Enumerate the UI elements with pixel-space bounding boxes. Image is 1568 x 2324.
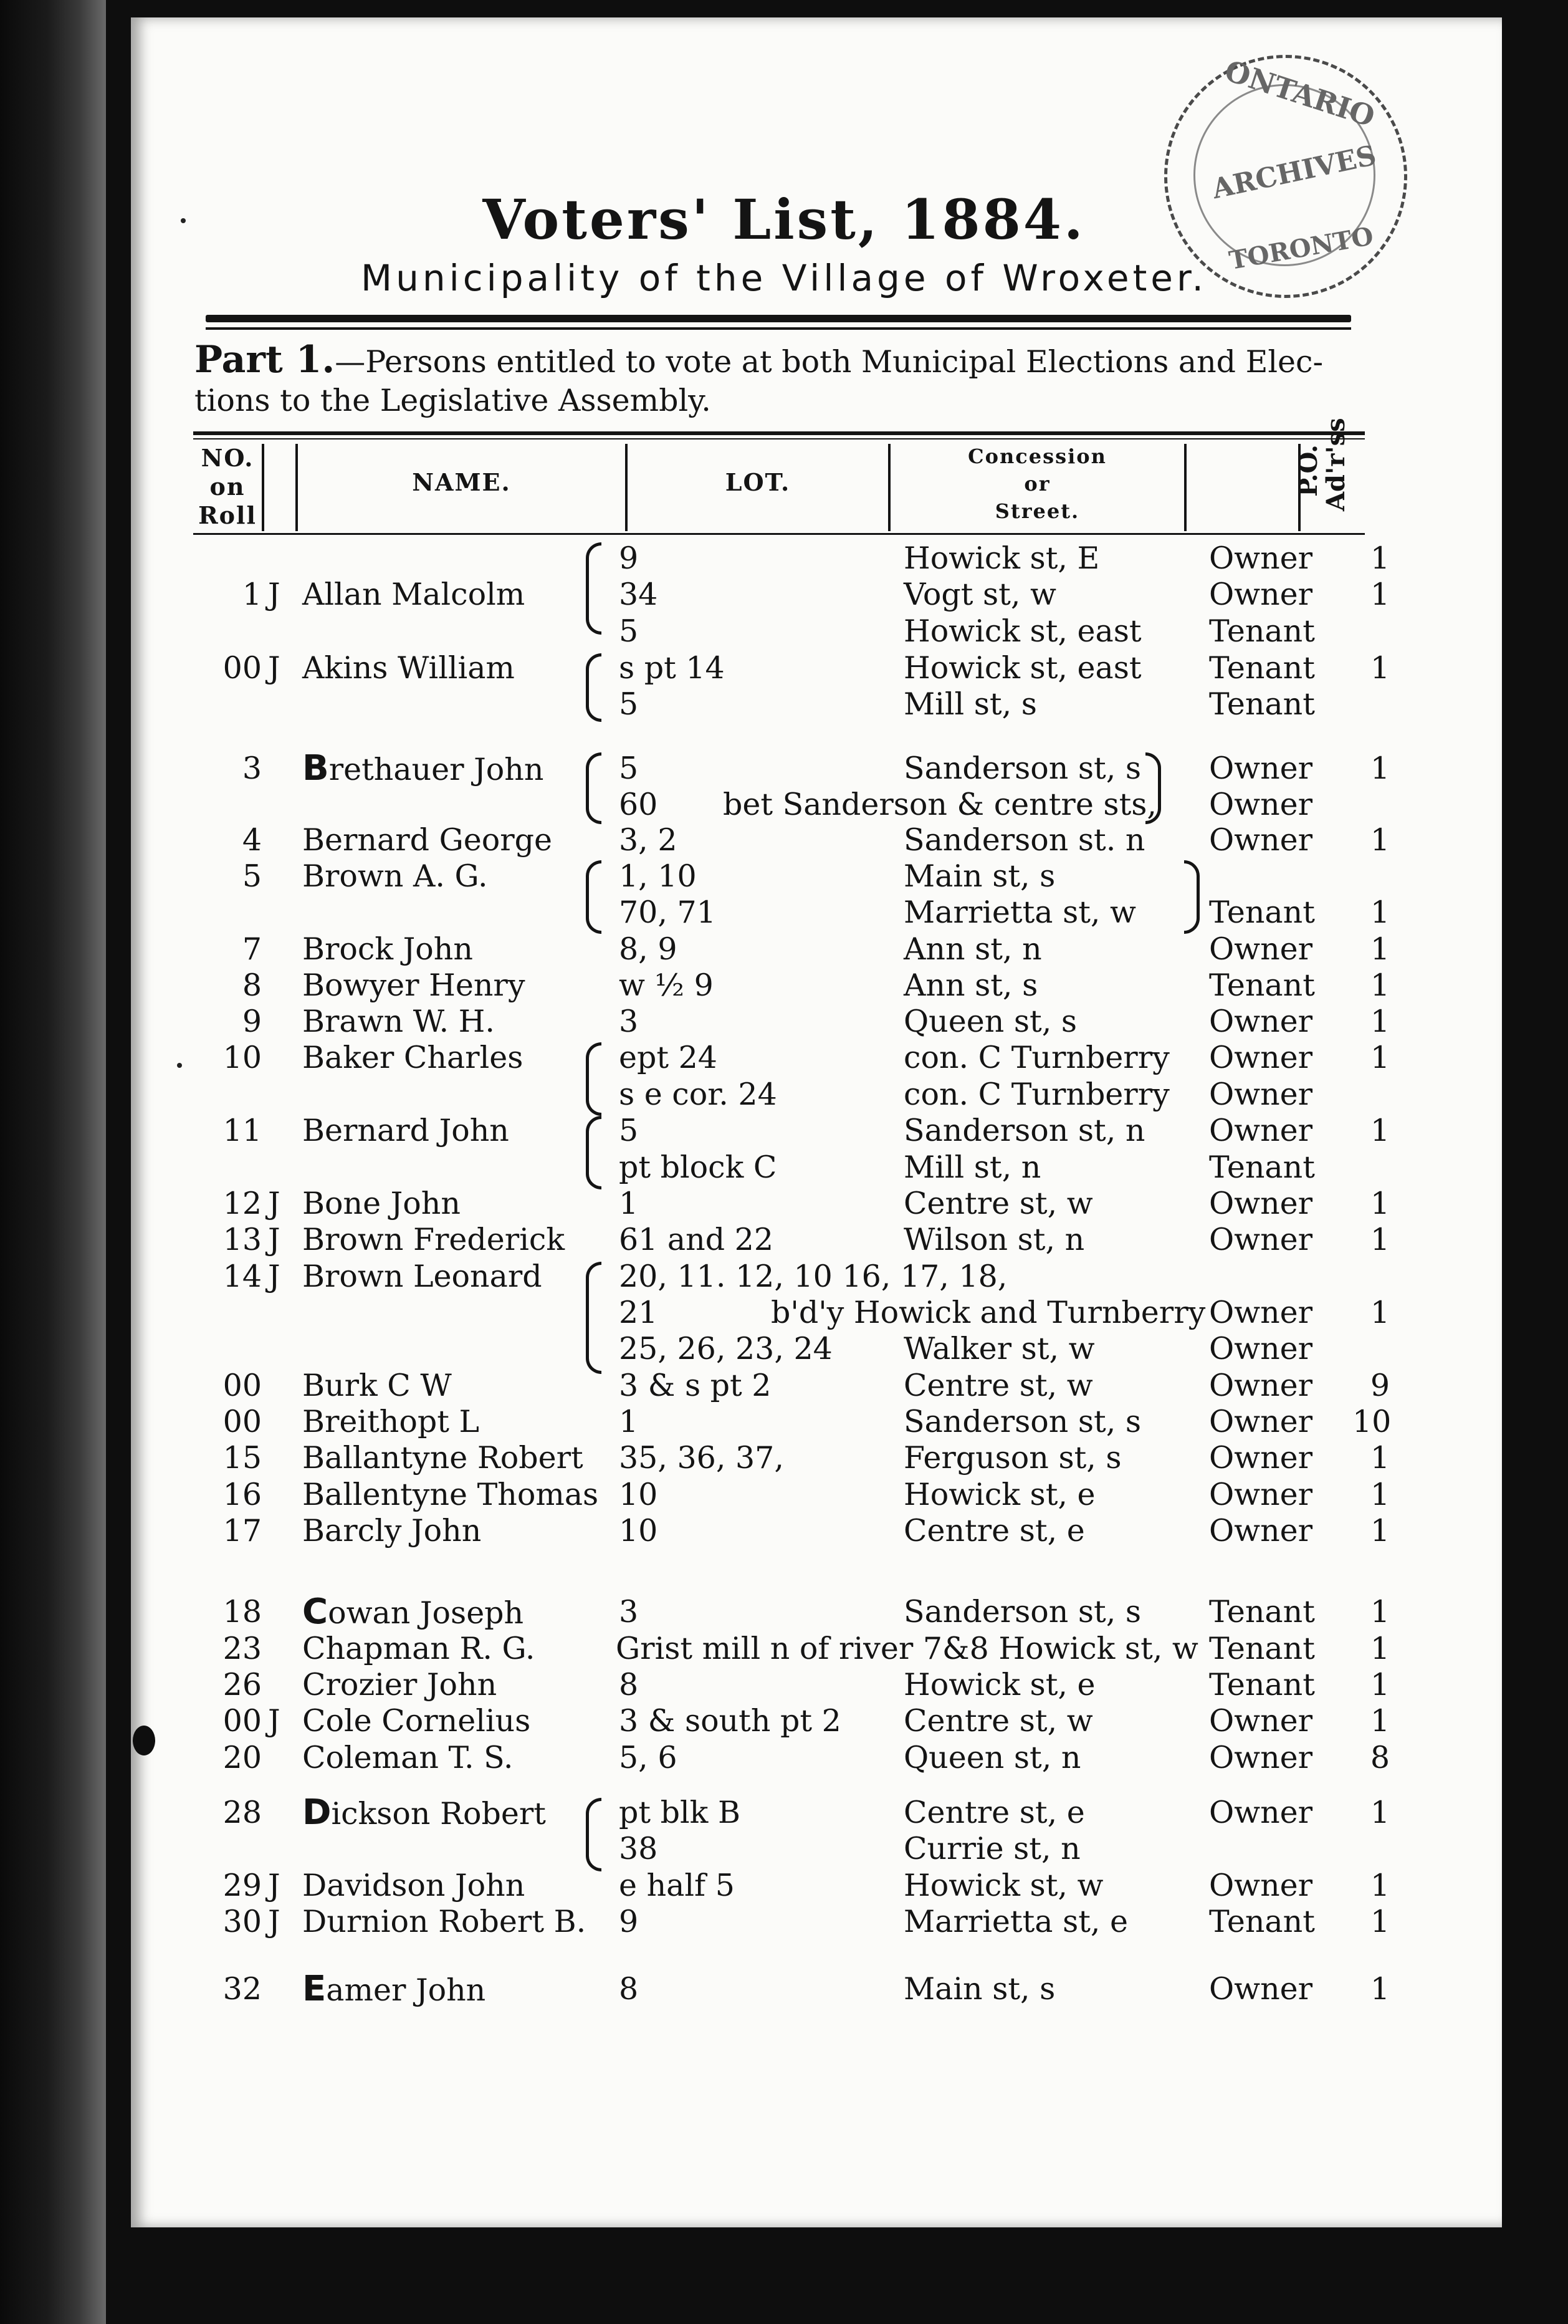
po-address: 1 bbox=[1370, 1477, 1390, 1512]
concession-street: b'd'y Howick and Turnberry bbox=[771, 1295, 1206, 1330]
roll-number: 1 bbox=[242, 577, 262, 612]
po-address: 9 bbox=[1370, 1368, 1390, 1403]
lot-description: 3 & s pt 2 bbox=[619, 1368, 772, 1403]
roll-number: 30 bbox=[222, 1904, 262, 1939]
header-name: NAME. bbox=[412, 468, 511, 496]
lot-description: 3 bbox=[619, 1594, 639, 1630]
lot-description: 5 bbox=[619, 613, 639, 649]
tenure: Owner bbox=[1209, 1368, 1313, 1403]
tenure: Owner bbox=[1209, 540, 1313, 576]
concession-street: Marrietta st, e bbox=[904, 1904, 1129, 1939]
concession-street: Centre st, e bbox=[904, 1795, 1085, 1830]
lot-description: s e cor. 24 bbox=[619, 1077, 777, 1112]
bracket-brown-leonard bbox=[586, 1262, 601, 1374]
lot-description: 5 bbox=[619, 1113, 639, 1148]
tenure: Owner bbox=[1209, 1004, 1313, 1039]
concession-street: Ferguson st, s bbox=[904, 1440, 1122, 1476]
lot-description: 9 bbox=[619, 1904, 639, 1939]
concession-street: Howick st, E bbox=[904, 540, 1100, 576]
tenure: Owner bbox=[1209, 1331, 1313, 1366]
document-subtitle: Municipality of the Village of Wroxeter. bbox=[361, 257, 1207, 299]
header-roll-line3: Roll bbox=[198, 501, 257, 529]
roll-number: 00 bbox=[222, 650, 262, 686]
juror-mark: J bbox=[268, 1868, 280, 1903]
part-label: Part 1. bbox=[194, 338, 335, 382]
roll-number: 4 bbox=[242, 822, 262, 858]
juror-mark: J bbox=[268, 1904, 280, 1939]
concession-street: con. C Turnberry bbox=[904, 1077, 1170, 1112]
name-rest: ickson Robert bbox=[331, 1796, 546, 1832]
tenure: Owner bbox=[1209, 1222, 1313, 1257]
bracket-brethauer bbox=[586, 752, 601, 824]
roll-number: 29 bbox=[222, 1868, 262, 1903]
po-address: 8 bbox=[1370, 1740, 1390, 1775]
voter-name: Akins William bbox=[302, 650, 515, 686]
voter-name: Brown A. G. bbox=[302, 858, 488, 894]
lot-description: s pt 14 bbox=[619, 650, 725, 686]
concession-street: Ann st, s bbox=[904, 968, 1038, 1003]
table-header-rule bbox=[193, 533, 1365, 535]
po-address: 1 bbox=[1370, 1222, 1390, 1257]
tenure: Tenant bbox=[1209, 895, 1315, 930]
lot-description: 8, 9 bbox=[619, 931, 677, 967]
po-address: 1 bbox=[1370, 1113, 1390, 1148]
voter-name: Coleman T. S. bbox=[302, 1740, 514, 1775]
concession-street: Howick st, east bbox=[904, 650, 1142, 686]
name-initial: C bbox=[302, 1592, 328, 1632]
roll-number: 7 bbox=[242, 931, 262, 967]
concession-street: Queen st, s bbox=[904, 1004, 1077, 1039]
header-roll bbox=[193, 444, 262, 530]
concession-street: con. C Turnberry bbox=[904, 1040, 1170, 1075]
lot-description: w ½ 9 bbox=[619, 968, 714, 1003]
concession-street: Centre st, e bbox=[904, 1513, 1085, 1549]
lot-description: pt block C bbox=[619, 1150, 777, 1185]
tenure: Owner bbox=[1209, 1740, 1313, 1775]
lot-description: 10 bbox=[619, 1477, 658, 1512]
concession-street: Sanderson st. n bbox=[904, 822, 1145, 858]
roll-number: 28 bbox=[222, 1795, 262, 1830]
tenure: Owner bbox=[1209, 822, 1313, 858]
roll-number: 00 bbox=[222, 1703, 262, 1739]
header-concession-line2: or bbox=[1024, 472, 1051, 496]
concession-street: Main st, s bbox=[904, 858, 1056, 894]
stamp-bottom-text: TORONTO bbox=[1226, 221, 1376, 276]
punch-hole bbox=[133, 1726, 155, 1755]
tenure: Owner bbox=[1209, 1440, 1313, 1476]
lot-description: 25, 26, 23, 24 bbox=[619, 1331, 833, 1366]
po-address: 1 bbox=[1370, 1868, 1390, 1903]
concession-street: Ann st, n bbox=[904, 931, 1042, 967]
stamp-middle-text: ARCHIVES bbox=[1209, 139, 1379, 206]
voter-name: Ballentyne Thomas bbox=[302, 1477, 599, 1512]
po-address: 1 bbox=[1370, 1631, 1390, 1666]
voter-name: Bernard George bbox=[302, 822, 552, 858]
roll-number: 00 bbox=[222, 1404, 262, 1439]
lot-description: 3, 2 bbox=[619, 822, 677, 858]
lot-description: 1 bbox=[619, 1186, 639, 1221]
lot-description: 35, 36, 37, bbox=[619, 1440, 784, 1476]
title-rule-thin bbox=[206, 327, 1351, 330]
voter-name: Ballantyne Robert bbox=[302, 1440, 583, 1476]
column-separator bbox=[262, 444, 264, 531]
voter-name: Bernard John bbox=[302, 1113, 509, 1148]
roll-number: 3 bbox=[242, 751, 262, 786]
name-initial: E bbox=[302, 1969, 327, 2009]
lot-description: 21 bbox=[619, 1295, 658, 1330]
lot-description: 1, 10 bbox=[619, 858, 697, 894]
roll-number: 14 bbox=[222, 1259, 262, 1294]
voter-name: Brown Frederick bbox=[302, 1222, 565, 1257]
voter-name: Bowyer Henry bbox=[302, 968, 525, 1003]
po-address: 1 bbox=[1370, 895, 1390, 930]
name-initial: D bbox=[302, 1792, 332, 1833]
header-roll-line2: on bbox=[209, 473, 246, 501]
voter-name bbox=[302, 748, 544, 789]
concession-street: bet Sanderson & centre sts, bbox=[723, 787, 1157, 822]
tenure: Owner bbox=[1209, 1404, 1313, 1439]
voter-name: Barcly John bbox=[302, 1513, 482, 1549]
tenure: Owner bbox=[1209, 1703, 1313, 1739]
juror-mark: J bbox=[268, 577, 280, 612]
po-address: 1 bbox=[1370, 751, 1390, 786]
voter-name bbox=[302, 1792, 546, 1833]
tenure: Tenant bbox=[1209, 1150, 1315, 1185]
tenure: Owner bbox=[1209, 1795, 1313, 1830]
lot-description: 8 bbox=[619, 1971, 639, 2007]
voter-name: Burk C W bbox=[302, 1368, 452, 1403]
voter-name: Brawn W. H. bbox=[302, 1004, 495, 1039]
tenure: Owner bbox=[1209, 577, 1313, 612]
lot-description: 1 bbox=[619, 1404, 639, 1439]
roll-number: 26 bbox=[222, 1667, 262, 1702]
tenure: Owner bbox=[1209, 1477, 1313, 1512]
tenure: Tenant bbox=[1209, 650, 1315, 686]
tenure: Tenant bbox=[1209, 1904, 1315, 1939]
tenure: Tenant bbox=[1209, 1631, 1315, 1666]
book-binding-edge bbox=[0, 0, 106, 2324]
concession-street: Centre st, w bbox=[904, 1703, 1093, 1739]
voter-name: Durnion Robert B. bbox=[302, 1904, 586, 1939]
voter-name: Breithopt L bbox=[302, 1404, 480, 1439]
po-address: 1 bbox=[1370, 577, 1390, 612]
part-text-line2: tions to the Legislative Assembly. bbox=[194, 383, 711, 418]
po-address: 1 bbox=[1370, 1795, 1390, 1830]
po-address: 1 bbox=[1370, 650, 1390, 686]
roll-number: 8 bbox=[242, 968, 262, 1003]
concession-street: Sanderson st, s bbox=[904, 751, 1142, 786]
tenure: Tenant bbox=[1209, 613, 1315, 649]
title-rule-thick bbox=[206, 315, 1351, 322]
bracket-allan bbox=[586, 542, 601, 635]
juror-mark: J bbox=[268, 1703, 280, 1739]
tenure: Owner bbox=[1209, 1868, 1313, 1903]
concession-street: Vogt st, w bbox=[904, 577, 1056, 612]
tenure: Owner bbox=[1209, 1186, 1313, 1221]
concession-street: Sanderson st, s bbox=[904, 1404, 1142, 1439]
po-address: 1 bbox=[1370, 1667, 1390, 1702]
po-address: 1 bbox=[1370, 1040, 1390, 1075]
header-roll-line1: NO. bbox=[201, 444, 254, 472]
document-title: Voters' List, 1884. bbox=[482, 187, 1086, 252]
roll-number: 32 bbox=[222, 1971, 262, 2007]
lot-description: pt blk B bbox=[619, 1795, 740, 1830]
voter-name: Allan Malcolm bbox=[302, 577, 525, 612]
header-po-address bbox=[1294, 418, 1350, 511]
roll-number: 00 bbox=[222, 1368, 262, 1403]
lot-description: 60 bbox=[619, 787, 658, 822]
lot-description: Grist mill n of river 7&8 Howick st, w bbox=[616, 1631, 1198, 1666]
roll-number: 15 bbox=[222, 1440, 262, 1476]
po-address: 1 bbox=[1370, 540, 1390, 576]
roll-number: 12 bbox=[222, 1186, 262, 1221]
lot-description: 20, 11. 12, 10 16, 17, 18, bbox=[619, 1259, 1008, 1294]
concession-street: Sanderson st, n bbox=[904, 1113, 1145, 1148]
header-lot: LOT. bbox=[725, 468, 791, 496]
voter-name: Bone John bbox=[302, 1186, 461, 1221]
concession-street: Queen st, n bbox=[904, 1740, 1081, 1775]
juror-mark: J bbox=[268, 1259, 280, 1294]
bracket-brown-ag-right bbox=[1184, 860, 1200, 934]
voter-name bbox=[302, 1592, 524, 1632]
lot-description: 70, 71 bbox=[619, 895, 716, 930]
voter-name: Brock John bbox=[302, 931, 473, 967]
roll-number: 16 bbox=[222, 1477, 262, 1512]
roll-number: 17 bbox=[222, 1513, 262, 1549]
name-initial: B bbox=[302, 748, 329, 789]
po-address: 1 bbox=[1370, 968, 1390, 1003]
header-po-line2: Ad'r'ss bbox=[1321, 418, 1350, 511]
tenure: Owner bbox=[1209, 1077, 1313, 1112]
part-text-line1: —Persons entitled to vote at both Municipal Elections and Elec- bbox=[335, 344, 1324, 380]
concession-street: Howick st, w bbox=[904, 1868, 1104, 1903]
voter-name: Brown Leonard bbox=[302, 1259, 542, 1294]
voter-name bbox=[302, 1969, 486, 2009]
voter-name: Chapman R. G. bbox=[302, 1631, 535, 1666]
roll-number: 18 bbox=[222, 1594, 262, 1630]
tenure: Owner bbox=[1209, 1513, 1313, 1549]
lot-description: 5 bbox=[619, 751, 639, 786]
lot-description: 38 bbox=[619, 1831, 658, 1866]
tenure: Owner bbox=[1209, 1113, 1313, 1148]
concession-street: Main st, s bbox=[904, 1971, 1056, 2007]
header-po-line1: P.O. bbox=[1294, 444, 1323, 497]
concession-street: Mill st, s bbox=[904, 686, 1037, 722]
lot-description: 10 bbox=[619, 1513, 658, 1549]
concession-street: Wilson st, n bbox=[904, 1222, 1085, 1257]
bracket-dickson bbox=[586, 1798, 601, 1871]
tenure: Tenant bbox=[1209, 1667, 1315, 1702]
tenure: Tenant bbox=[1209, 686, 1315, 722]
tenure: Owner bbox=[1209, 1040, 1313, 1075]
lot-description: 61 and 22 bbox=[619, 1222, 773, 1257]
lot-description: e half 5 bbox=[619, 1868, 735, 1903]
tenure: Tenant bbox=[1209, 968, 1315, 1003]
po-address: 1 bbox=[1370, 1703, 1390, 1739]
lot-description: ept 24 bbox=[619, 1040, 717, 1075]
roll-number: 20 bbox=[222, 1740, 262, 1775]
concession-street: Currie st, n bbox=[904, 1831, 1081, 1866]
roll-number: 9 bbox=[242, 1004, 262, 1039]
lot-description: 3 & south pt 2 bbox=[619, 1703, 841, 1739]
table-top-rule bbox=[193, 431, 1365, 435]
concession-street: Walker st, w bbox=[904, 1331, 1095, 1366]
tenure: Owner bbox=[1209, 787, 1313, 822]
header-concession-line3: Street. bbox=[995, 499, 1080, 523]
part-heading bbox=[194, 340, 1379, 420]
concession-street: Howick st, east bbox=[904, 613, 1142, 649]
tenure: Owner bbox=[1209, 931, 1313, 967]
voter-name: Baker Charles bbox=[302, 1040, 523, 1075]
tenure: Owner bbox=[1209, 1295, 1313, 1330]
po-address: 1 bbox=[1370, 1295, 1390, 1330]
name-rest: owan Joseph bbox=[328, 1595, 524, 1631]
header-concession-line1: Concession bbox=[968, 444, 1107, 468]
po-address: 1 bbox=[1370, 1594, 1390, 1630]
bracket-akins bbox=[586, 653, 601, 722]
po-address: 1 bbox=[1370, 1186, 1390, 1221]
concession-street: Sanderson st, s bbox=[904, 1594, 1142, 1630]
voter-name: Cole Cornelius bbox=[302, 1703, 531, 1739]
po-address: 1 bbox=[1370, 1513, 1390, 1549]
lot-description: 8 bbox=[619, 1667, 639, 1702]
stamp-top-text: ONTARIO bbox=[1220, 53, 1379, 134]
tenure: Tenant bbox=[1209, 1594, 1315, 1630]
concession-street: Marrietta st, w bbox=[904, 895, 1137, 930]
po-address: 1 bbox=[1370, 931, 1390, 967]
concession-street: Howick st, e bbox=[904, 1667, 1096, 1702]
juror-mark: J bbox=[268, 1222, 280, 1257]
juror-mark: J bbox=[268, 1186, 280, 1221]
bracket-brethauer-right bbox=[1145, 752, 1161, 824]
bracket-brown-ag bbox=[586, 860, 601, 934]
tenure: Owner bbox=[1209, 1971, 1313, 2007]
concession-street: Mill st, n bbox=[904, 1150, 1041, 1185]
tenure: Owner bbox=[1209, 751, 1313, 786]
po-address: 1 bbox=[1370, 1004, 1390, 1039]
bracket-bernard-john bbox=[586, 1116, 601, 1189]
speck bbox=[177, 1063, 182, 1068]
concession-street: Centre st, w bbox=[904, 1368, 1093, 1403]
po-address: 1 bbox=[1370, 1971, 1390, 2007]
lot-description: 5 bbox=[619, 686, 639, 722]
po-address: 1 bbox=[1370, 1904, 1390, 1939]
po-address: 1 bbox=[1370, 822, 1390, 858]
bracket-baker bbox=[586, 1042, 601, 1116]
roll-number: 11 bbox=[222, 1113, 262, 1148]
roll-number: 13 bbox=[222, 1222, 262, 1257]
name-rest: amer John bbox=[326, 1972, 486, 2008]
voter-name: Davidson John bbox=[302, 1868, 525, 1903]
lot-description: 5, 6 bbox=[619, 1740, 677, 1775]
header-concession bbox=[891, 443, 1184, 525]
roll-number: 10 bbox=[222, 1040, 262, 1075]
lot-description: 34 bbox=[619, 577, 658, 612]
roll-number: 5 bbox=[242, 858, 262, 894]
po-address: 1 bbox=[1370, 1440, 1390, 1476]
concession-street: Howick st, e bbox=[904, 1477, 1096, 1512]
lot-description: 9 bbox=[619, 540, 639, 576]
roll-number: 23 bbox=[222, 1631, 262, 1666]
column-separator bbox=[1184, 444, 1187, 531]
name-rest: rethauer John bbox=[328, 752, 544, 787]
table-top-rule-thin bbox=[193, 438, 1365, 439]
po-address: 10 bbox=[1352, 1404, 1392, 1439]
lot-description: 3 bbox=[619, 1004, 639, 1039]
concession-street: Centre st, w bbox=[904, 1186, 1093, 1221]
juror-mark: J bbox=[268, 650, 280, 686]
voter-name: Crozier John bbox=[302, 1667, 497, 1702]
